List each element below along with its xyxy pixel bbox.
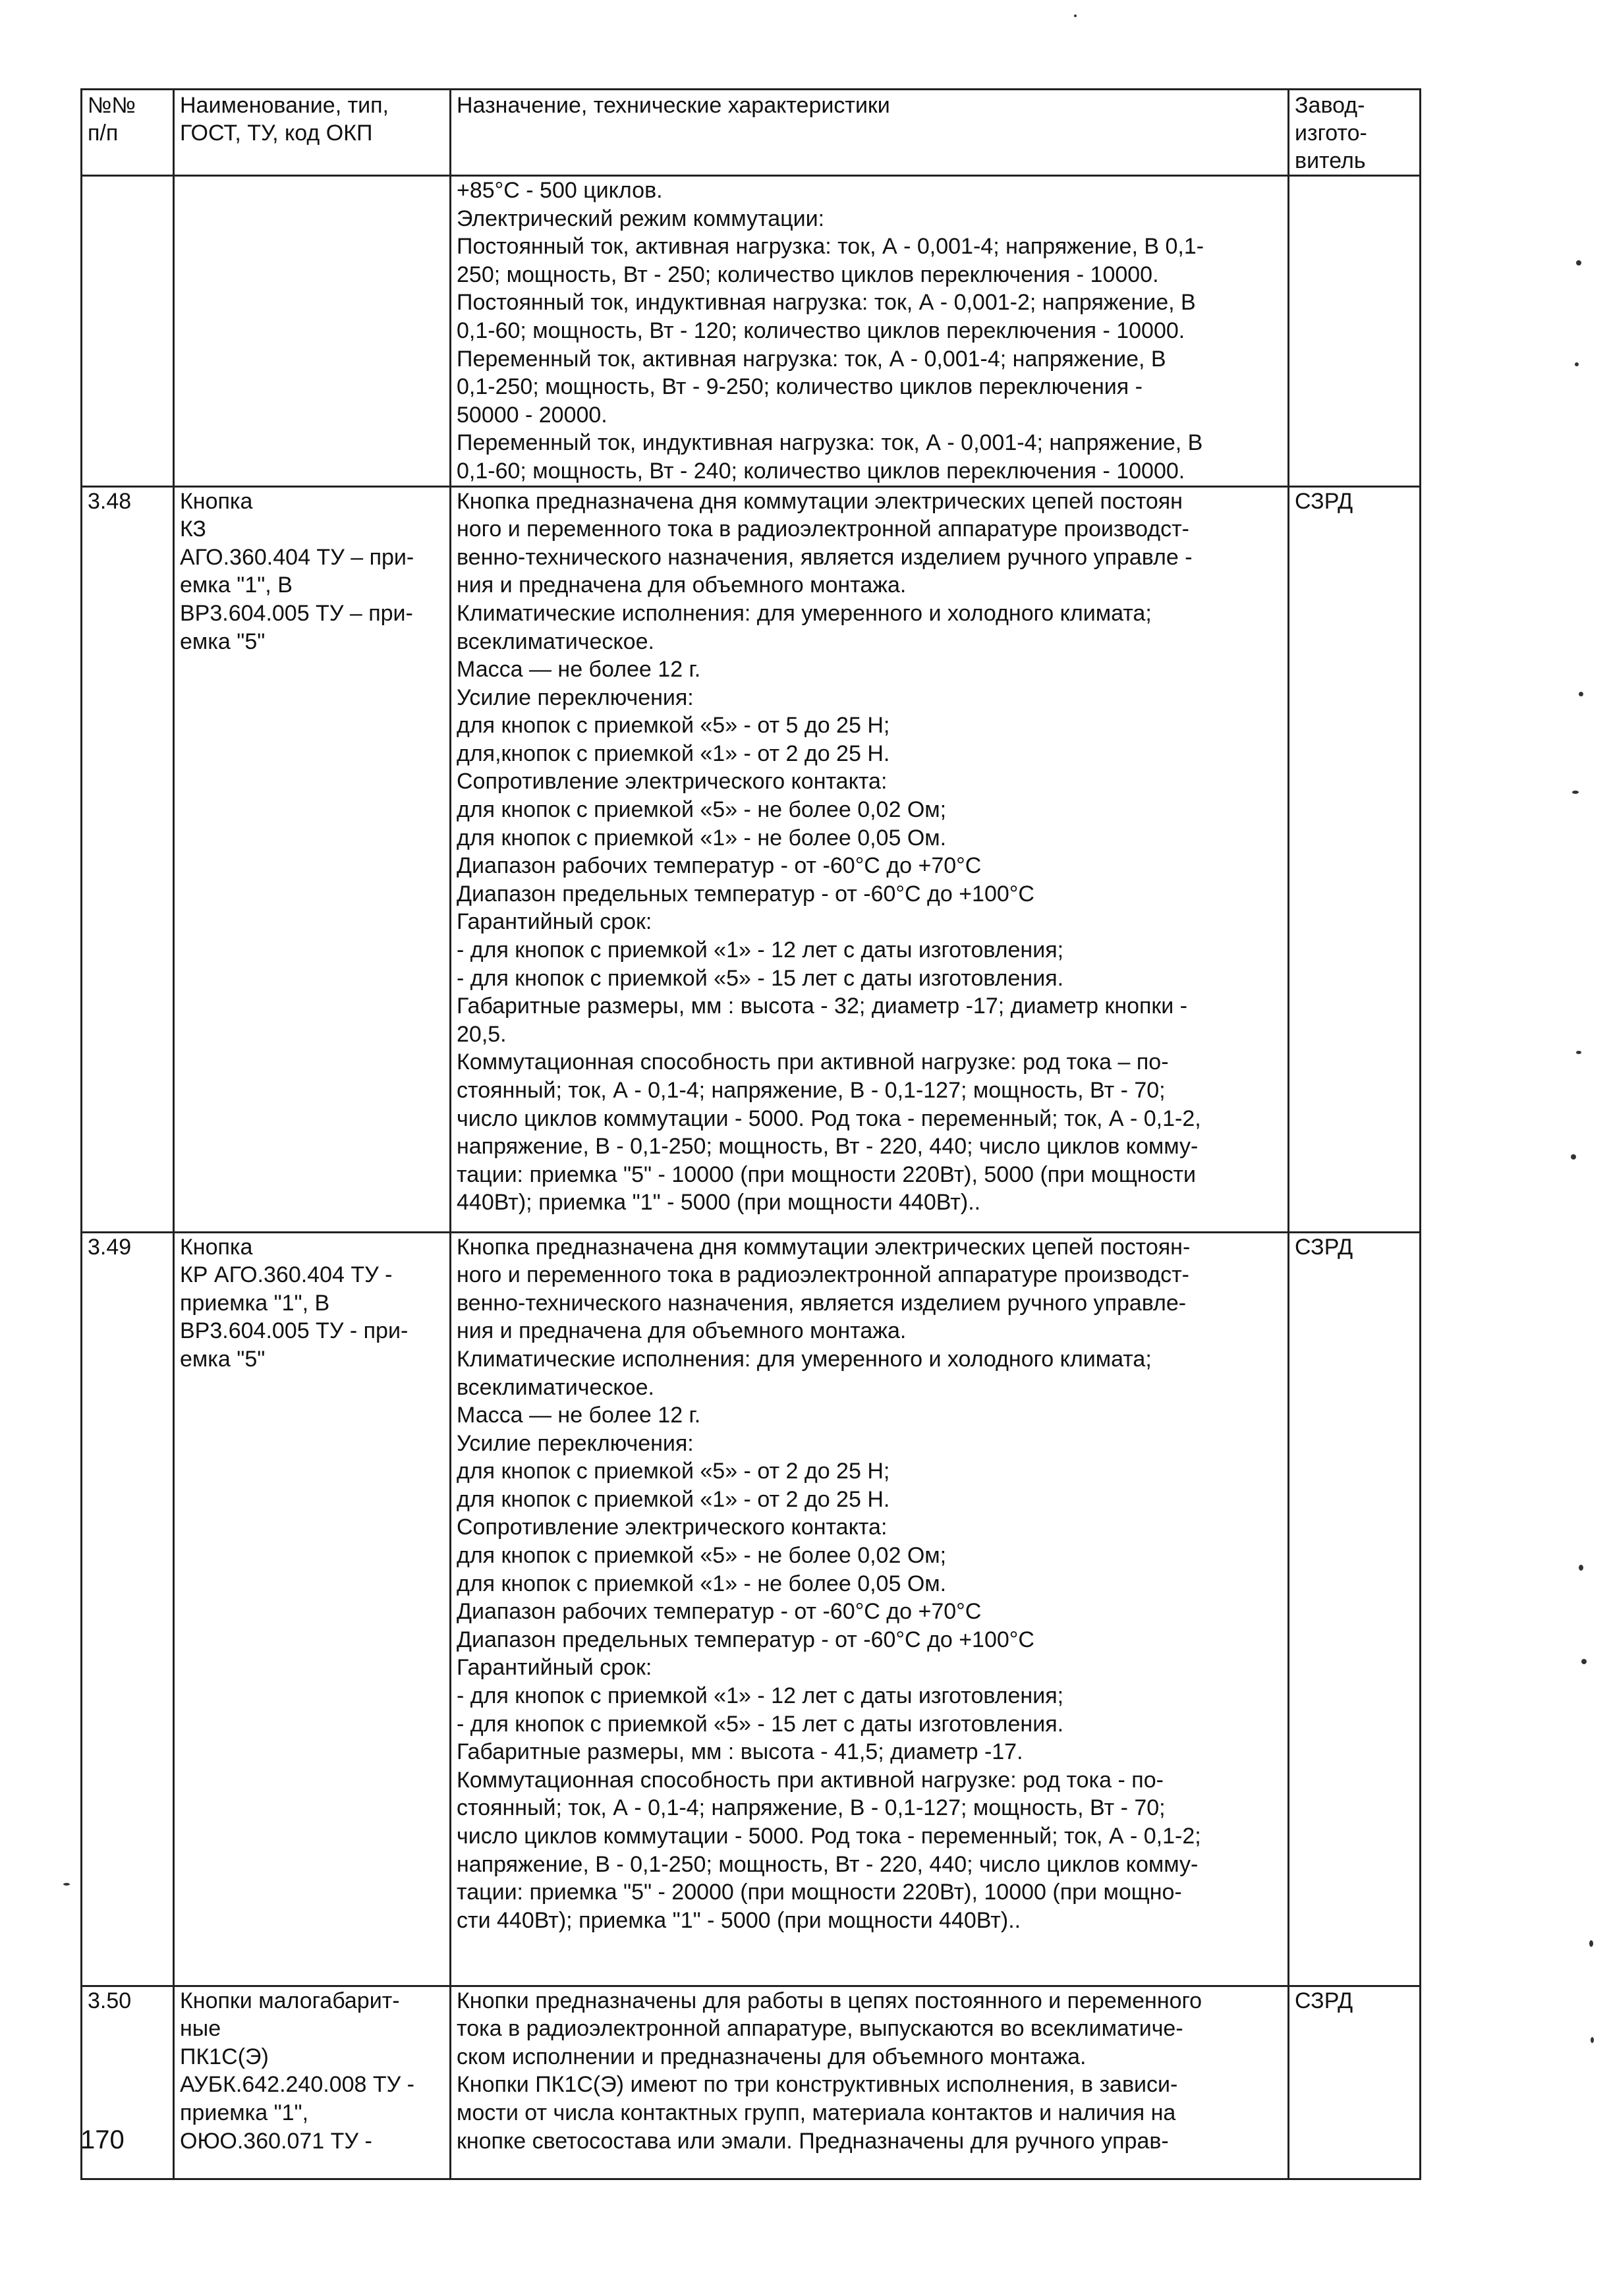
cell-manufacturer: СЗРД (1289, 486, 1421, 1232)
scan-speck (1589, 1940, 1593, 1947)
specification-line: Гарантийный срок: (457, 909, 652, 935)
name-line: емка "1", В (180, 573, 293, 598)
specification-line: для кнопок с приемкой «1» - не более 0,05 Ом. (457, 825, 947, 851)
specification-line: Коммутационная способность при активной нагрузке: род тока - по- (457, 1767, 1164, 1793)
specification-line: сти 440Вт); приемка "1" - 5000 (при мощности 440Вт).. (457, 1907, 1021, 1933)
scan-speck (1571, 1154, 1576, 1160)
cell-manufacturer (1289, 176, 1421, 487)
scan-speck (1579, 1565, 1583, 1571)
page-number: 170 (80, 2125, 125, 2154)
specification-line: Габаритные размеры, мм : высота - 32; диаметр -17; диаметр кнопки - (457, 994, 1188, 1019)
name-line: ВР3.604.005 ТУ - при- (180, 1318, 409, 1344)
name-line: АУБК.642.240.008 ТУ - (180, 2072, 415, 2098)
specification-line: для кнопок с приемкой «5» - от 5 до 25 Н; (457, 713, 890, 739)
specification-line: ного и переменного тока в радиоэлектронной аппаратуре производст- (457, 1262, 1190, 1288)
cell-name (174, 1986, 451, 2179)
specification-line: ного и переменного тока в радиоэлектронной аппаратуре производст- (457, 517, 1190, 542)
scan-speck (63, 1883, 70, 1886)
specification-line: - для кнопок с приемкой «5» - 15 лет с даты изготовления. (457, 965, 1064, 991)
specification-line: Кнопки предназначены для работы в цепях постоянного и переменного (457, 1988, 1202, 2013)
name-line: ные (180, 2016, 221, 2042)
specification-line: ния и предначена для объемного монтажа. (457, 1318, 907, 1344)
header-specification-line: Назначение, технические характеристики (457, 93, 890, 118)
specification-line: для кнопок с приемкой «1» - не более 0,05 Ом. (457, 1571, 947, 1596)
cell-number (82, 176, 174, 487)
scan-speck (1575, 362, 1579, 366)
specification-line: ния и предначена для объемного монтажа. (457, 573, 907, 598)
specification-line: для кнопок с приемкой «1» - от 2 до 25 Н. (457, 1486, 890, 1512)
specification-line: стоянный; ток, А - 0,1-4; напряжение, В - 0,1-127; мощность, Вт - 70; (457, 1795, 1166, 1821)
name-line: Кнопки малогабарит- (180, 1988, 400, 2013)
specification-line: число циклов коммутации - 5000. Род тока - переменный; ток, А - 0,1-2; (457, 1824, 1201, 1849)
header-manufacturer-line: Завод- (1295, 93, 1365, 118)
name-line: приемка "1", В (180, 1290, 330, 1316)
specification-line: напряжение, В - 0,1-250; мощность, Вт - 220, 440; число циклов комму- (457, 1851, 1199, 1877)
cell-specification (451, 1232, 1289, 1986)
specification-line: ском исполнении и предназначены для объемного монтажа. (457, 2044, 1087, 2069)
cell-name (174, 486, 451, 1232)
table-row (82, 1986, 1421, 2179)
header-manufacturer (1289, 90, 1421, 176)
specification-line: Сопротивление электрического контакта: (457, 1515, 888, 1540)
scan-speck (1074, 14, 1077, 17)
specification-line: Коммутационная способность при активной нагрузке: род тока – по- (457, 1050, 1169, 1075)
specification-line: 20,5. (457, 1021, 507, 1047)
specification-line: Климатические исполнения: для умеренного и холодного климата; (457, 600, 1152, 626)
name-line: ПК1С(Э) (180, 2044, 269, 2069)
header-number-line: п/п (88, 121, 119, 146)
specification-line: Переменный ток, индуктивная нагрузка: ток, А - 0,001-4; напряжение, В (457, 430, 1203, 456)
name-line: приемка "1", (180, 2100, 309, 2125)
cell-number: 3.48 (82, 486, 174, 1232)
specification-line: Диапазон предельных температур - от -60°С до +100°С (457, 881, 1034, 907)
cell-name (174, 1232, 451, 1986)
specifications-table (80, 88, 1421, 2180)
specification-line: Габаритные размеры, мм : высота - 41,5; диаметр -17. (457, 1739, 1023, 1765)
specification-line: 50000 - 20000. (457, 402, 608, 428)
cell-name (174, 176, 451, 487)
specification-line: Постоянный ток, индуктивная нагрузка: ток, А - 0,001-2; напряжение, В (457, 290, 1196, 316)
specification-line: 0,1-60; мощность, Вт - 240; количество циклов переключения - 10000. (457, 458, 1185, 484)
header-number (82, 90, 174, 176)
specification-line: тации: приемка "5" - 20000 (при мощности 220Вт), 10000 (при мощно- (457, 1880, 1182, 1905)
specification-line: 440Вт); приемка "1" - 5000 (при мощности 440Вт).. (457, 1190, 981, 1216)
specification-line: - для кнопок с приемкой «5» - 15 лет с даты изготовления. (457, 1711, 1064, 1737)
specification-line: мости от числа контактных групп, материала контактов и наличия на (457, 2100, 1176, 2125)
name-line: Кнопка (180, 488, 253, 514)
specification-line: 0,1-250; мощность, Вт - 9-250; количество циклов переключения - (457, 374, 1143, 400)
name-line: КР АГО.360.404 ТУ - (180, 1262, 393, 1288)
cell-manufacturer: СЗРД (1289, 1232, 1421, 1986)
specification-line: +85°С - 500 циклов. (457, 178, 663, 203)
specification-line: для кнопок с приемкой «5» - не более 0,02 Ом; (457, 797, 947, 823)
name-line: Кнопка (180, 1234, 253, 1260)
header-number-line: №№ (88, 93, 136, 118)
specification-line: всеклиматическое. (457, 629, 654, 654)
cell-specification (451, 486, 1289, 1232)
scan-speck (1576, 260, 1581, 266)
specification-line: Электрический режим коммутации: (457, 206, 825, 231)
specification-line: всеклиматическое. (457, 1374, 654, 1400)
specification-line: Диапазон рабочих температур - от -60°С до +70°С (457, 1599, 982, 1625)
specification-line: кнопке светосостава или эмали. Предназначены для ручного управ- (457, 2128, 1169, 2154)
specification-line: напряжение, В - 0,1-250; мощность, Вт - 220, 440; число циклов комму- (457, 1134, 1199, 1160)
specification-line: венно-технического назначения, является изделием ручного управле - (457, 544, 1193, 570)
name-line: АГО.360.404 ТУ – при- (180, 544, 414, 570)
cell-number: 3.49 (82, 1232, 174, 1986)
cell-manufacturer: СЗРД (1289, 1986, 1421, 2179)
specification-line: 250; мощность, Вт - 250; количество циклов переключения - 10000. (457, 262, 1159, 287)
name-line: ВР3.604.005 ТУ – при- (180, 600, 413, 626)
specification-line: Климатические исполнения: для умеренного и холодного климата; (457, 1346, 1152, 1372)
table-header-row (82, 90, 1421, 176)
specification-line: Гарантийный срок: (457, 1655, 652, 1681)
name-line: КЗ (180, 517, 206, 542)
scan-speck (1591, 2037, 1594, 2043)
specification-line: Диапазон предельных температур - от -60°С до +100°С (457, 1627, 1034, 1652)
specification-line: Переменный ток, активная нагрузка: ток, А - 0,001-4; напряжение, В (457, 346, 1166, 372)
specification-line: Кнопки ПК1С(Э) имеют по три конструктивных исполнения, в зависи- (457, 2072, 1178, 2098)
specification-line: тока в радиоэлектронной аппаратуре, выпускаются во всеклиматиче- (457, 2016, 1183, 2042)
specification-line: Усилие переключения: (457, 1430, 694, 1456)
specification-line: для кнопок с приемкой «5» - не более 0,02 Ом; (457, 1543, 947, 1569)
header-name-line: Наименование, тип, (180, 93, 389, 118)
specification-line: - для кнопок с приемкой «1» - 12 лет с даты изготовления; (457, 938, 1064, 963)
header-name (174, 90, 451, 176)
scan-speck (1572, 791, 1579, 794)
specification-line: Масса — не более 12 г. (457, 1403, 701, 1428)
specification-line: Диапазон рабочих температур - от -60°С до +70°С (457, 853, 982, 879)
header-manufacturer-line: изгото- (1295, 121, 1367, 146)
cell-specification (451, 176, 1289, 487)
cell-specification (451, 1986, 1289, 2179)
specification-line: стоянный; ток, А - 0,1-4; напряжение, В - 0,1-127; мощность, Вт - 70; (457, 1078, 1166, 1103)
header-manufacturer-line: витель (1295, 148, 1366, 173)
specification-line: Кнопка предназначена дня коммутации электрических цепей постоян (457, 488, 1183, 514)
specification-line: число циклов коммутации - 5000. Род тока - переменный; ток, А - 0,1-2, (457, 1106, 1201, 1131)
specification-line: Кнопка предназначена дня коммутации электрических цепей постоян- (457, 1234, 1191, 1260)
specification-line: Усилие переключения: (457, 685, 694, 710)
specification-line: 0,1-60; мощность, Вт - 120; количество циклов переключения - 10000. (457, 318, 1185, 343)
scan-speck (1579, 692, 1583, 696)
specification-line: Сопротивление электрического контакта: (457, 769, 888, 795)
specification-line: венно-технического назначения, является изделием ручного управле- (457, 1290, 1187, 1316)
specification-line: для кнопок с приемкой «5» - от 2 до 25 Н; (457, 1459, 890, 1484)
cell-number: 3.50 (82, 1986, 174, 2179)
table-row (82, 1232, 1421, 1986)
scan-speck (1576, 1051, 1581, 1054)
specification-line: Постоянный ток, активная нагрузка: ток, А - 0,001-4; напряжение, В 0,1- (457, 234, 1204, 260)
name-line: ОЮО.360.071 ТУ - (180, 2128, 372, 2154)
header-name-line: ГОСТ, ТУ, код ОКП (180, 121, 373, 146)
specification-line: - для кнопок с приемкой «1» - 12 лет с даты изготовления; (457, 1683, 1064, 1709)
specification-line: Масса — не более 12 г. (457, 657, 701, 683)
header-specification (451, 90, 1289, 176)
specification-line: для,кнопок с приемкой «1» - от 2 до 25 Н. (457, 741, 890, 766)
table-row (82, 176, 1421, 487)
name-line: емка "5" (180, 1346, 266, 1372)
scan-speck (1581, 1659, 1587, 1664)
specification-line: тации: приемка "5" - 10000 (при мощности 220Вт), 5000 (при мощности (457, 1162, 1197, 1187)
name-line: емка "5" (180, 629, 266, 654)
table-row (82, 486, 1421, 1232)
